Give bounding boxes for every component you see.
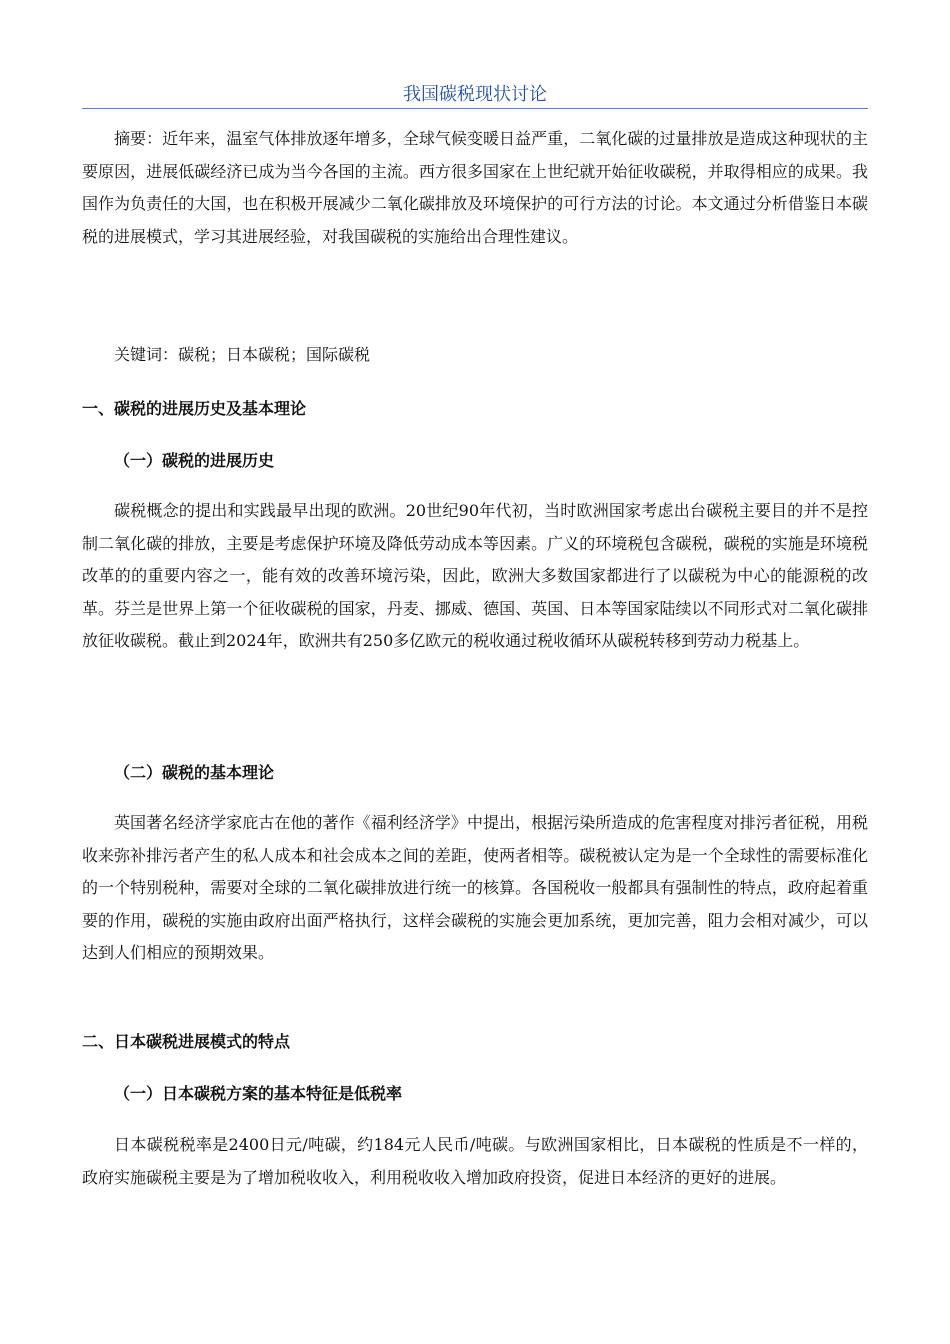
keywords-line: 关键词：碳税；日本碳税；国际碳税 [114, 345, 371, 364]
title-underline [82, 108, 868, 109]
paragraph-carbon-tax-history: 碳税概念的提出和实践最早出现的欧洲。20世纪90年代初，当时欧洲国家考虑出台碳税主要目的并不是控制二氧化碳的排放，主要是考虑保护环境及降低劳动成本等因素。广义的环境税包含碳税，碳税的实施是环境税改革的的重要内容之一，能有效的改善环境污染，因此，欧洲大多数国家都进行了以碳税为中心的能源税的改革。芬兰是世界上第一个征收碳税的国家，丹麦、挪威、德国、英国、日本等国家陆续以不同形式对二氧化碳排放征收碳税。截止到2024年，欧洲共有250多亿欧元的税收通过税收循环从碳税转移到劳动力税基上。 [82, 501, 868, 650]
subsection-heading-1-2: （二）碳税的基本理论 [114, 763, 275, 782]
section-heading-2: 二、日本碳税进展模式的特点 [82, 1032, 291, 1051]
subsection-heading-1-1: （一）碳税的进展历史 [114, 451, 275, 470]
paragraph-carbon-tax-theory: 英国著名经济学家庇古在他的著作《福利经济学》中提出，根据污染所造成的危害程度对排污者征税，用税收来弥补排污者产生的私人成本和社会成本之间的差距，使两者相等。碳税被认定为是一个全球性的需要标准化的一个特别税种，需要对全球的二氧化碳排放进行统一的核算。各国税收一般都具有强制性的特点，政府起着重要的作用，碳税的实施由政府出面严格执行，这样会碳税的实施会更加系统，更加完善，阻力会相对减少，可以达到人们相应的预期效果。 [82, 813, 868, 962]
subsection-heading-2-1: （一）日本碳税方案的基本特征是低税率 [114, 1084, 403, 1103]
section-heading-1: 一、碳税的进展历史及基本理论 [82, 399, 307, 418]
document-title: 我国碳税现状讨论 [403, 84, 547, 105]
abstract-paragraph: 摘要：近年来，温室气体排放逐年增多，全球气候变暖日益严重，二氧化碳的过量排放是造成这种现状的主要原因，进展低碳经济已成为当今各国的主流。西方很多国家在上世纪就开始征收碳税，并取得相应的成果。我国作为负责任的大国，也在积极开展减少二氧化碳排放及环境保护的可行方法的讨论。本文通过分析借鉴日本碳税的进展模式，学习其进展经验，对我国碳税的实施给出合理性建议。 [82, 129, 868, 246]
paragraph-japan-low-tax-rate: 日本碳税税率是2400日元/吨碳，约184元人民币/吨碳。与欧洲国家相比，日本碳税的性质是不一样的，政府实施碳税主要是为了增加税收收入，利用税收收入增加政府投资，促进日本经济的更好的进展。 [82, 1135, 868, 1187]
